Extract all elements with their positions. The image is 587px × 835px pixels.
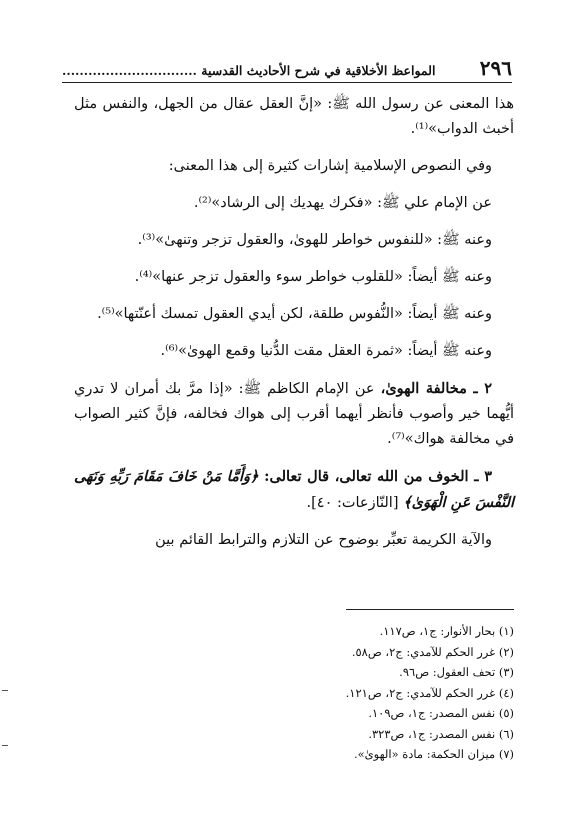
scan-edge-mark — [2, 745, 8, 746]
page-number: ٢٩٦ — [479, 56, 512, 80]
paragraph: هذا المعنى عن رسول الله ﷺ: «إنَّ العقل عقال من الجهل، والنفس مثل أخبث الدواب»⁽¹⁾. — [74, 96, 514, 137]
paragraph: وعنه ﷺ أيضاً: «للقلوب خواطر سوء والعقول تزجر عنها»⁽⁴⁾. — [134, 269, 492, 285]
running-title: المواعظ الأخلاقية في شرح الأحاديث القدسية ............................... — [62, 63, 436, 78]
main-text — [74, 92, 514, 553]
paragraph: وعنه ﷺ أيضاً: «ثمرة العقل مقت الدُّنيا وقمع الهوىٰ»⁽⁶⁾. — [160, 343, 492, 359]
footnote: (٣) تحف العقول: ص٩٦. — [399, 665, 514, 679]
point-3-intro: قال تعالى: — [258, 468, 335, 485]
point-3-heading: ٣ ـ الخوف من الله تعالى، — [334, 468, 492, 485]
footnote: (٥) نفس المصدر: ج١، ص١٠٩. — [368, 706, 514, 720]
point-2-text: عن الإمام الكاظم ﷺ: «إذا مرَّ بك أمران لا تدري أيُّهما خير وأصوب فأنظر أيهما أقرب إلى هواك فخالفه، فإنَّ كثير الصواب في مخالفة هواك»⁽⁷⁾. — [74, 381, 514, 447]
point-2 — [74, 376, 514, 452]
paragraph: والآية الكريمة تعبِّر بوضوح عن التلازم والترابط القائم بين — [155, 532, 492, 548]
footnote: (٢) غرر الحكم للآمدي: ج٢، ص٥٨. — [351, 644, 514, 659]
footnote: (٦) نفس المصدر: ج١، ص٣٢٣. — [368, 726, 514, 741]
footnote: (٧) ميزان الحكمة: مادة «الهوىٰ». — [353, 747, 514, 761]
scan-edge-mark — [2, 690, 8, 691]
verse-citation: [النّازعات: ٤٠]. — [306, 495, 404, 511]
paragraph: وعنه ﷺ أيضاً: «النُّفوس طلقة، لكن أيدي العقول تمسك أعنّتها»⁽⁵⁾. — [97, 306, 492, 322]
quran-verse: ﴿وَأَمَّا مَنْ خَافَ مَقَامَ رَبِّهِ وَنَهَى النَّفْسَ عَنِ الْهَوَىٰ﴾ — [74, 468, 514, 511]
footnotes — [74, 621, 514, 765]
footnote: (١) بحار الأنوار: ج١، ص١١٧. — [379, 624, 514, 638]
paragraph: عن الإمام علي ﷺ: «فكرك يهديك إلى الرشاد»⁽²⁾. — [193, 195, 492, 211]
point-3 — [74, 464, 514, 516]
paragraph: وفي النصوص الإسلامية إشارات كثيرة إلى هذا المعنى: — [168, 158, 492, 174]
paragraph: وعنه ﷺ: «للنفوس خواطر للهوىٰ، والعقول تزجر وتنهىٰ»⁽³⁾. — [137, 232, 492, 248]
page-header — [62, 56, 512, 83]
point-2-heading: ٢ ـ مخالفة الهوىٰ، — [380, 380, 492, 397]
footnote: (٤) غرر الحكم للآمدي: ج٢، ص١٢١. — [345, 685, 514, 700]
footnote-divider — [346, 609, 514, 610]
